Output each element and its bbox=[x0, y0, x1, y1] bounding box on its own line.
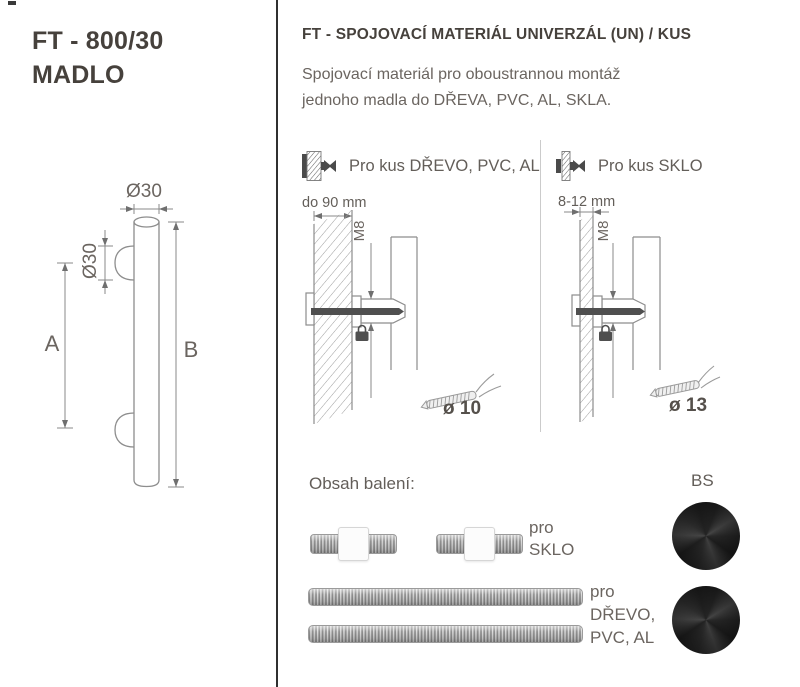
stud-nut bbox=[464, 527, 495, 561]
wall-section bbox=[314, 210, 352, 424]
dim-diameter-stem-label: Ø30 bbox=[80, 243, 101, 279]
handle-lower-stem bbox=[115, 413, 134, 447]
studs-use-label: pro SKLO bbox=[529, 518, 575, 559]
rods-use-label: pro DŘEVO, PVC, AL bbox=[590, 582, 656, 647]
handle-upper-stem bbox=[115, 246, 134, 280]
description bbox=[302, 62, 620, 114]
glass-depth-label: 8-12 mm bbox=[558, 194, 616, 210]
threaded-rod bbox=[576, 308, 640, 315]
dim-b-label: B bbox=[183, 337, 199, 362]
product-code: FT - 800/30 bbox=[32, 27, 164, 55]
mount-diagram-glass bbox=[550, 186, 800, 436]
dim-diameter-top-label: Ø30 bbox=[126, 181, 162, 202]
description-line: Spojovací materiál pro oboustrannou montáž bbox=[302, 66, 621, 83]
drill-diameter-label: ø 13 bbox=[669, 395, 708, 416]
package-contents-title: Obsah balení: bbox=[309, 474, 415, 493]
dimension-b bbox=[168, 222, 198, 487]
drill-bit-icon bbox=[649, 366, 720, 398]
thread-size-label: M8 bbox=[351, 220, 368, 242]
dim-a-label: A bbox=[44, 331, 60, 356]
padlock-icon bbox=[356, 326, 369, 342]
glass-section bbox=[580, 215, 593, 422]
stud-nut bbox=[338, 527, 369, 561]
wall-mount-icon bbox=[301, 151, 339, 181]
end-cap-black-satin bbox=[672, 586, 740, 654]
wall-depth-label: do 90 mm bbox=[302, 195, 367, 211]
mount-sections-divider bbox=[540, 140, 541, 432]
section-label-wood: Pro kus DŘEVO, PVC, AL bbox=[349, 156, 540, 175]
description-line: jednoho madla do DŘEVA, PVC, AL, SKLA. bbox=[302, 92, 612, 109]
section-label-glass: Pro kus SKLO bbox=[598, 156, 703, 175]
glass-mount-icon bbox=[556, 151, 588, 181]
product-title bbox=[32, 24, 163, 92]
corner-mark bbox=[8, 1, 16, 5]
page-title: FT - SPOJOVACÍ MATERIÁL UNIVERZÁL (UN) / KUS bbox=[302, 26, 692, 43]
threaded-rod bbox=[311, 308, 399, 315]
thread-size-label: M8 bbox=[595, 220, 612, 242]
threaded-rod-long bbox=[308, 588, 583, 606]
end-cap-black-satin bbox=[672, 502, 740, 570]
padlock-icon bbox=[599, 326, 612, 342]
dimension-diameter-stem bbox=[80, 230, 113, 294]
handle-tube bbox=[115, 217, 159, 487]
dimension-diameter-top bbox=[120, 181, 173, 214]
section-head-wood bbox=[301, 151, 540, 181]
finish-code-label: BS bbox=[691, 471, 714, 490]
product-name: MADLO bbox=[32, 61, 125, 89]
threaded-stud bbox=[310, 527, 397, 561]
threaded-rod-long bbox=[308, 625, 583, 643]
drill-diameter-label: ø 10 bbox=[443, 398, 482, 419]
mount-diagram-wood bbox=[295, 186, 540, 436]
section-head-glass bbox=[556, 151, 703, 181]
panel-divider bbox=[276, 0, 278, 687]
handle-technical-drawing bbox=[30, 180, 250, 500]
threaded-stud bbox=[436, 527, 523, 561]
dimension-a bbox=[45, 263, 73, 428]
